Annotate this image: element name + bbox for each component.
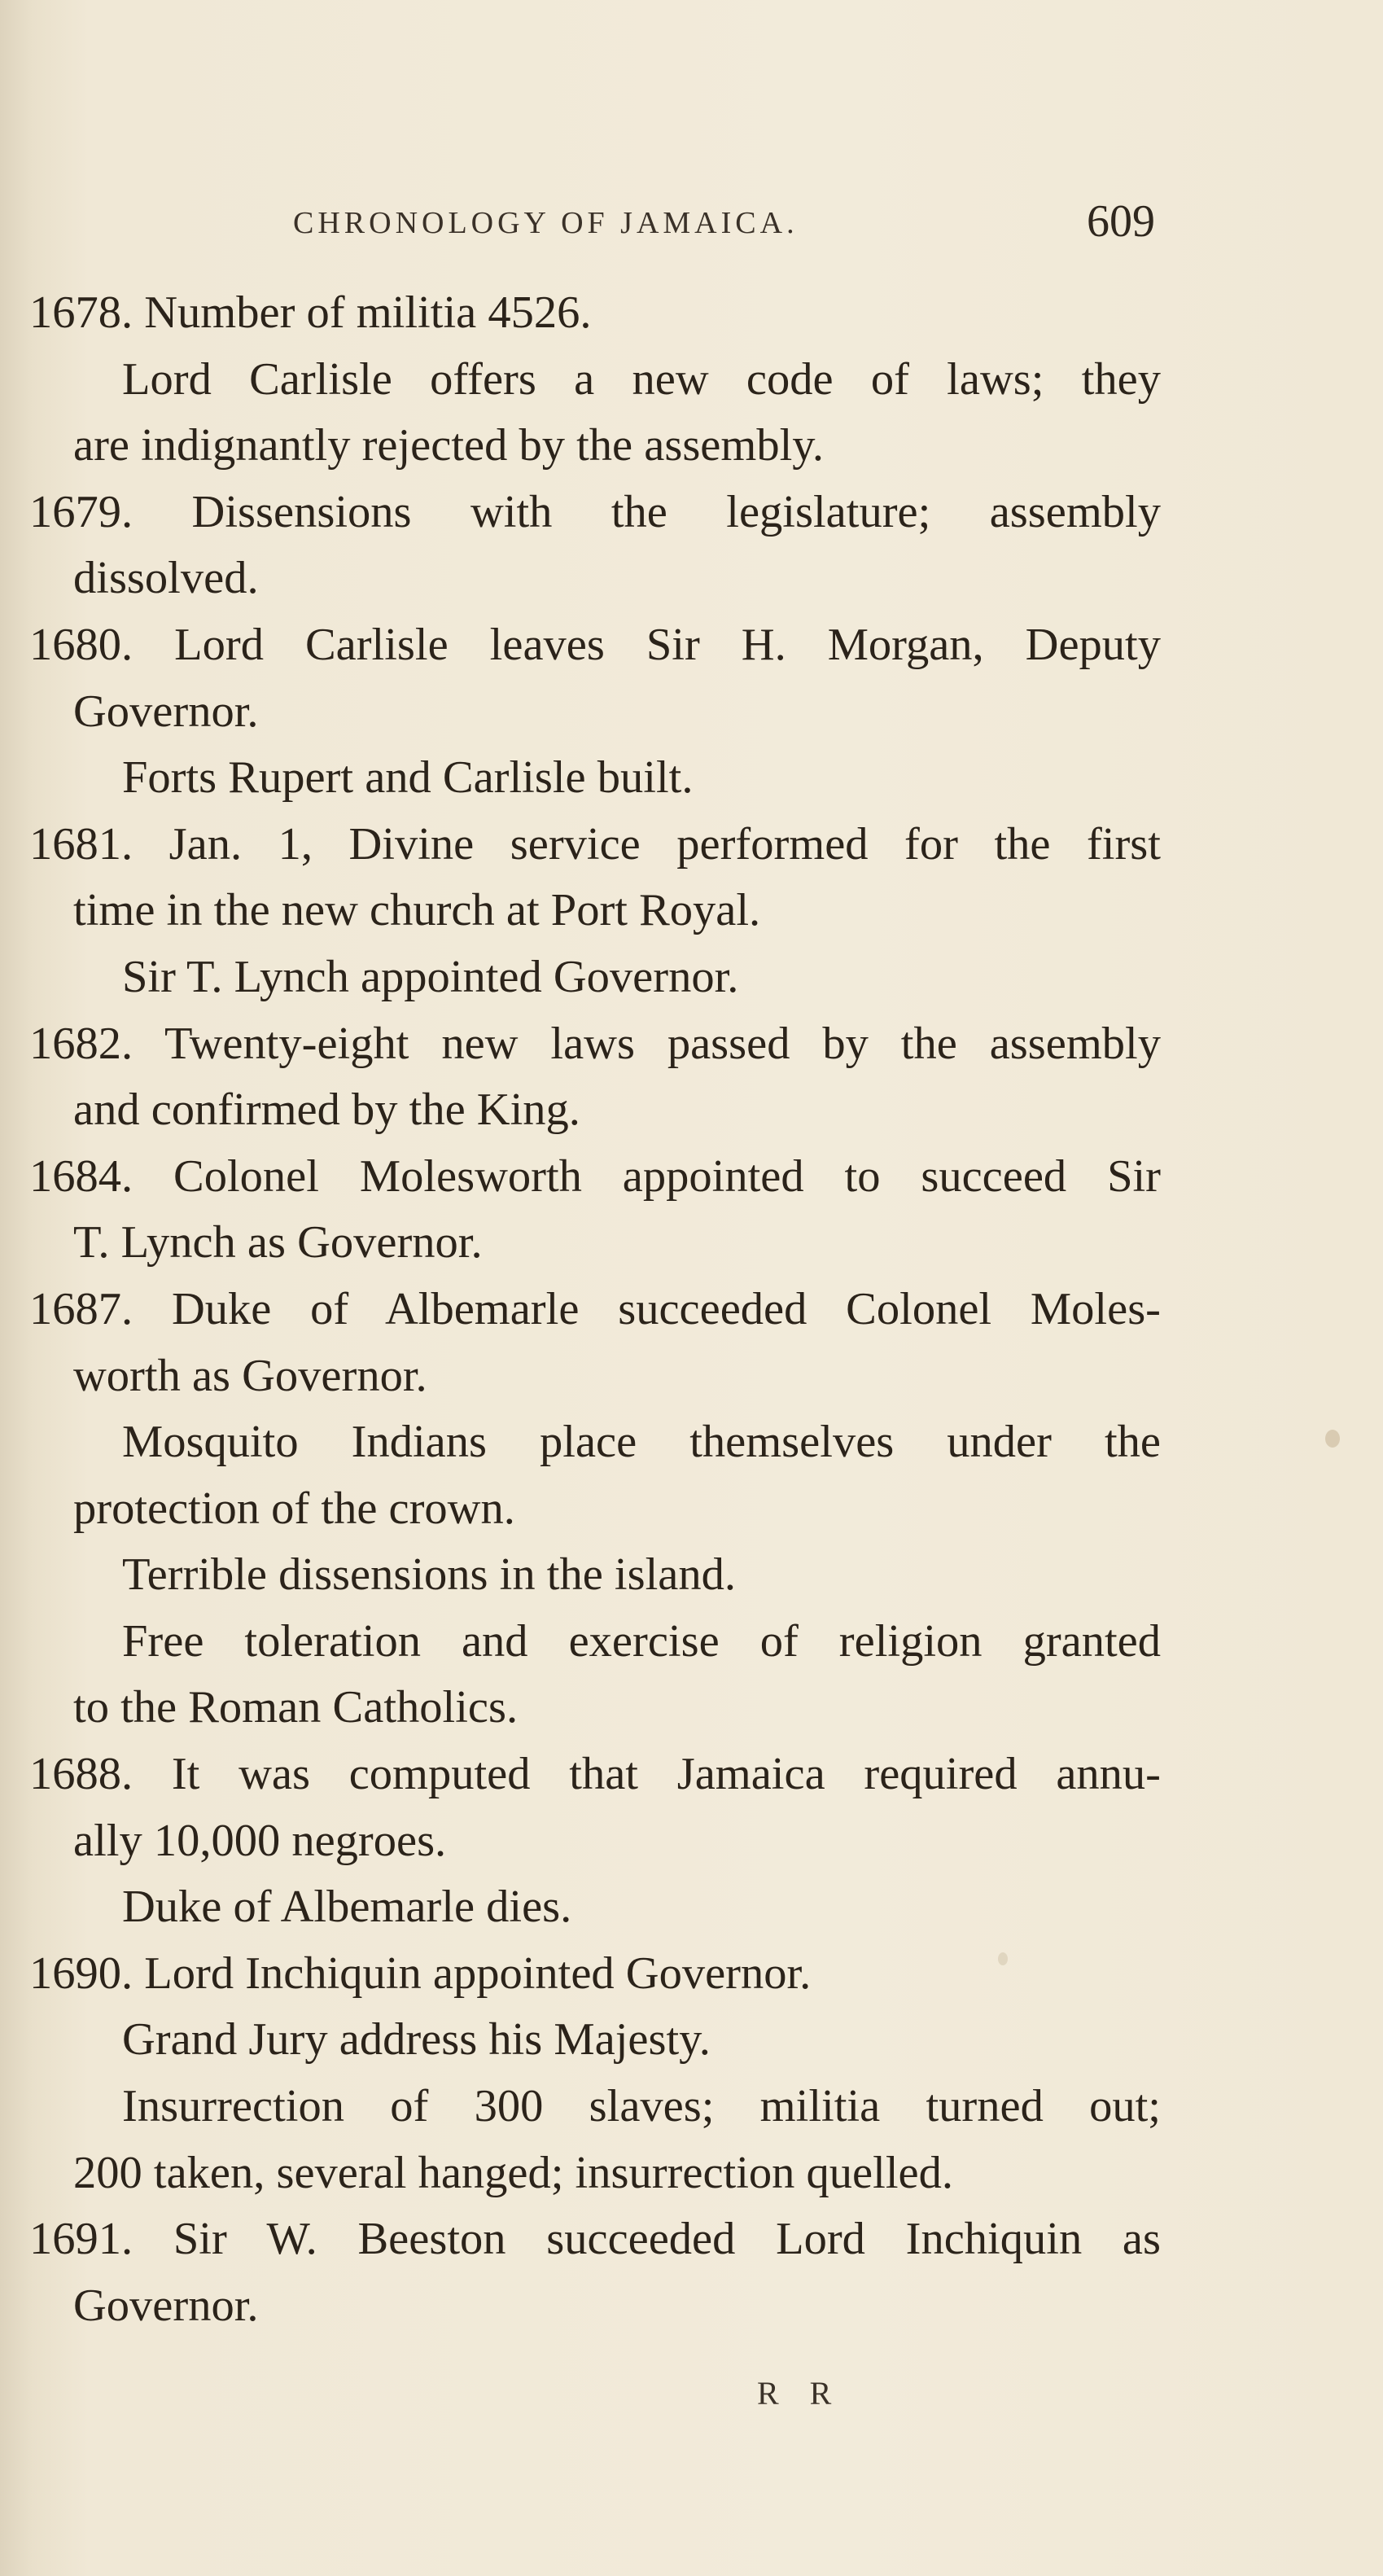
continuation-line: are indignantly rejected by the assembly. xyxy=(73,420,824,471)
paragraph-line: Terrible dissensions in the island. xyxy=(122,1549,736,1601)
paragraph-line: Free toleration and exercise of religion granted xyxy=(122,1615,1161,1667)
chronology-entry-line: 1690. Lord Inchiquin appointed Governor. xyxy=(29,1947,812,1999)
continuation-line: worth as Governor. xyxy=(73,1350,427,1401)
continuation-line: dissolved. xyxy=(73,553,259,604)
continuation-line: protection of the crown. xyxy=(73,1483,515,1534)
chronology-entry-line: 1679. Dissensions with the legislature; assembly xyxy=(29,486,1161,537)
continuation-line: ally 10,000 negroes. xyxy=(73,1815,447,1866)
paragraph-line: Lord Carlisle offers a new code of laws; they xyxy=(122,353,1161,405)
paragraph-line: Mosquito Indians place themselves under the xyxy=(122,1417,1161,1468)
continuation-line: T. Lynch as Governor. xyxy=(73,1217,483,1268)
paragraph-line: Forts Rupert and Carlisle built. xyxy=(122,752,694,804)
chronology-entry-line: 1681. Jan. 1, Divine service performed for the first xyxy=(29,818,1161,870)
chronology-text xyxy=(29,280,1161,2339)
foxing-spot xyxy=(998,1952,1008,1965)
paragraph-line: Grand Jury address his Majesty. xyxy=(122,2014,711,2066)
chronology-entry-line: 1684. Colonel Molesworth appointed to succeed Sir xyxy=(29,1150,1161,1202)
signature-mark: R R xyxy=(757,2375,843,2412)
continuation-line: to the Roman Catholics. xyxy=(73,1682,519,1733)
running-title: CHRONOLOGY OF JAMAICA. xyxy=(293,206,799,240)
chronology-entry-line: 1691. Sir W. Beeston succeeded Lord Inchiquin as xyxy=(29,2214,1161,2265)
paragraph-line: Sir T. Lynch appointed Governor. xyxy=(122,951,739,1002)
paragraph-line: Insurrection of 300 slaves; militia turned out; xyxy=(122,2081,1161,2132)
page-number: 609 xyxy=(1087,196,1155,247)
continuation-line: time in the new church at Port Royal. xyxy=(73,885,761,936)
running-header xyxy=(0,196,1383,248)
continuation-line: and confirmed by the King. xyxy=(73,1084,580,1136)
chronology-entry-line: 1678. Number of militia 4526. xyxy=(29,287,592,338)
chronology-entry-line: 1682. Twenty-eight new laws passed by the assembly xyxy=(29,1018,1161,1069)
foxing-spot xyxy=(1325,1430,1340,1448)
chronology-entry-line: 1688. It was computed that Jamaica required annu- xyxy=(29,1749,1161,1800)
continuation-line: Governor. xyxy=(73,2280,259,2331)
continuation-line: Governor. xyxy=(73,686,259,737)
continuation-line: 200 taken, several hanged; insurrection quelled. xyxy=(73,2147,953,2198)
chronology-entry-line: 1687. Duke of Albemarle succeeded Colonel Moles- xyxy=(29,1283,1161,1334)
paragraph-line: Duke of Albemarle dies. xyxy=(122,1882,572,1933)
chronology-entry-line: 1680. Lord Carlisle leaves Sir H. Morgan, Deputy xyxy=(29,619,1161,670)
